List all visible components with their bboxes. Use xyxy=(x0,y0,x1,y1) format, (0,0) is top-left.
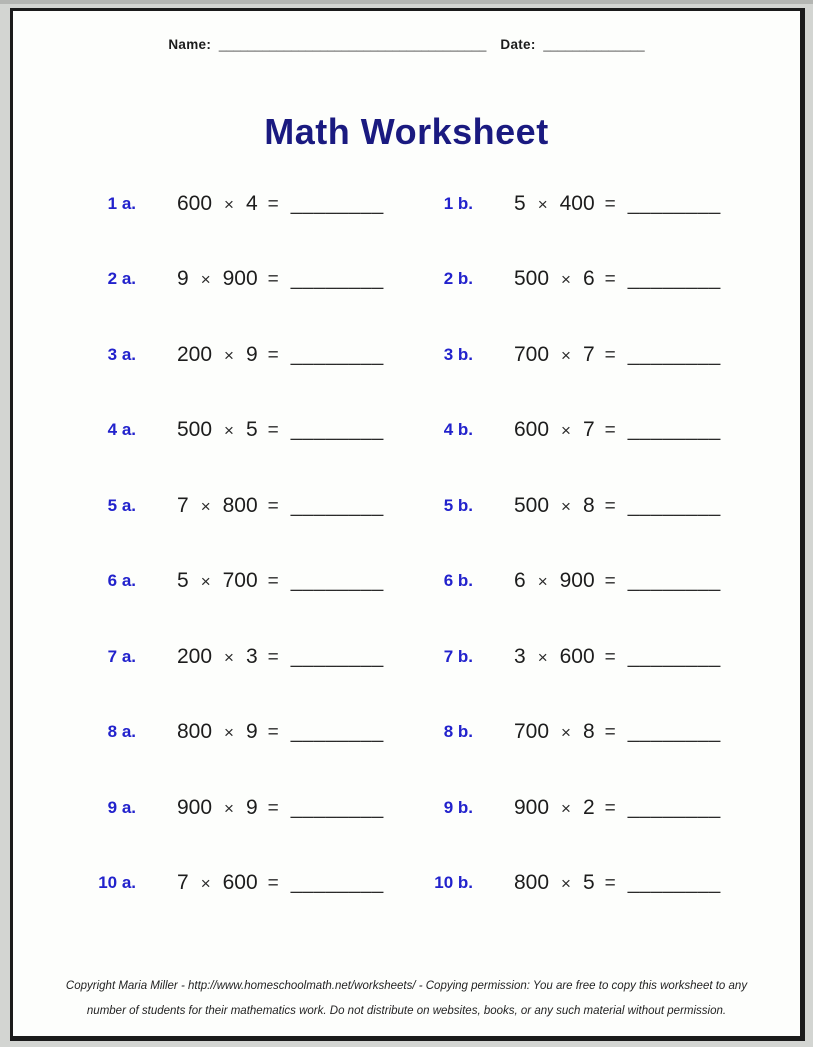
answer-blank-line: ________ xyxy=(290,268,384,291)
factor-2: 8 xyxy=(582,493,595,517)
equals-sign: = xyxy=(604,722,616,744)
equals-sign: = xyxy=(267,646,279,668)
multiply-sign: × xyxy=(224,723,234,743)
multiply-sign: × xyxy=(561,270,571,290)
problem-number-label: 7 a. xyxy=(107,646,136,666)
problem-expression xyxy=(514,418,721,442)
factor-2: 9 xyxy=(245,795,258,819)
problem-expression xyxy=(514,192,721,216)
factor-2: 7 xyxy=(582,342,595,366)
equals-sign: = xyxy=(604,344,616,366)
factor-2: 900 xyxy=(222,267,258,291)
answer-blank-line: ________ xyxy=(627,343,721,366)
factor-2: 600 xyxy=(559,644,595,668)
factor-2: 4 xyxy=(245,191,258,215)
equals-sign: = xyxy=(604,646,616,668)
factor-1: 7 xyxy=(177,493,189,517)
copyright-line-1: Copyright Maria Miller - http://www.homeschoolmath.net/worksheets/ - Copying permission: You are free to copy this worksheet to any xyxy=(65,980,748,992)
problem-expression xyxy=(177,871,384,895)
multiply-sign: × xyxy=(537,572,548,592)
answer-blank-line: ________ xyxy=(290,192,384,215)
problem-number-label: 8 a. xyxy=(107,722,136,742)
date-blank-line: ______________ xyxy=(543,37,645,52)
equals-sign: = xyxy=(267,797,279,819)
answer-blank-line: ________ xyxy=(627,872,721,895)
factor-2: 3 xyxy=(245,644,258,668)
answer-blank-line: ________ xyxy=(290,419,384,442)
problem-number-label: 9 a. xyxy=(107,797,136,817)
problem-number-label: 7 b. xyxy=(443,646,473,666)
answer-blank-line: ________ xyxy=(290,796,384,819)
date-field-group xyxy=(500,37,644,52)
factor-2: 8 xyxy=(582,720,595,744)
factor-1: 200 xyxy=(177,342,213,366)
answer-blank-line: ________ xyxy=(627,570,721,593)
problem-expression xyxy=(514,720,721,744)
name-blank-line: _____________________________________ xyxy=(218,37,487,52)
problem-row xyxy=(68,494,405,518)
factor-1: 800 xyxy=(514,871,550,895)
factor-2: 900 xyxy=(559,569,595,593)
equals-sign: = xyxy=(604,193,616,215)
multiply-sign: × xyxy=(561,723,571,743)
equals-sign: = xyxy=(267,571,279,593)
problem-row xyxy=(68,343,405,367)
answer-blank-line: ________ xyxy=(627,721,721,744)
problem-number-label: 1 a. xyxy=(107,193,136,213)
answer-blank-line: ________ xyxy=(627,192,721,215)
problem-number-label: 4 a. xyxy=(107,420,136,440)
factor-1: 5 xyxy=(177,569,189,593)
multiply-sign: × xyxy=(224,194,234,214)
problem-expression xyxy=(177,192,384,216)
problem-row xyxy=(405,569,800,593)
problem-expression xyxy=(177,267,384,291)
answer-blank-line: ________ xyxy=(627,419,721,442)
factor-1: 900 xyxy=(177,795,213,819)
multiply-sign: × xyxy=(224,345,234,365)
problem-row xyxy=(68,192,405,216)
problem-row xyxy=(405,494,800,518)
problem-row xyxy=(405,871,800,895)
problem-number-label: 2 b. xyxy=(443,269,473,289)
equals-sign: = xyxy=(267,193,279,215)
page-title: Math Worksheet xyxy=(264,111,549,152)
multiply-sign: × xyxy=(561,798,571,818)
multiply-sign: × xyxy=(200,496,211,516)
problem-expression xyxy=(514,645,721,669)
problem-row xyxy=(68,796,405,820)
problem-expression xyxy=(514,796,721,820)
problem-row xyxy=(405,418,800,442)
factor-2: 5 xyxy=(582,871,595,895)
problem-number-label: 10 b. xyxy=(434,873,473,893)
problem-number-label: 3 b. xyxy=(443,344,473,364)
equals-sign: = xyxy=(604,269,616,291)
problem-row xyxy=(68,418,405,442)
factor-1: 5 xyxy=(514,191,526,215)
answer-blank-line: ________ xyxy=(627,268,721,291)
multiply-sign: × xyxy=(224,647,234,667)
factor-2: 9 xyxy=(245,342,258,366)
factor-1: 200 xyxy=(177,644,213,668)
factor-1: 500 xyxy=(514,493,550,517)
equals-sign: = xyxy=(604,420,616,442)
problem-number-label: 5 b. xyxy=(443,495,473,515)
factor-2: 5 xyxy=(245,418,258,442)
factor-1: 600 xyxy=(177,191,213,215)
factor-1: 7 xyxy=(177,871,189,895)
factor-2: 2 xyxy=(582,795,595,819)
problem-expression xyxy=(514,267,721,291)
factor-1: 500 xyxy=(177,418,213,442)
problem-number-label: 4 b. xyxy=(443,420,473,440)
factor-2: 400 xyxy=(559,191,595,215)
equals-sign: = xyxy=(267,722,279,744)
problem-row xyxy=(68,569,405,593)
problem-expression xyxy=(177,720,384,744)
factor-1: 700 xyxy=(514,720,550,744)
equals-sign: = xyxy=(267,344,279,366)
factor-1: 800 xyxy=(177,720,213,744)
problem-number-label: 2 a. xyxy=(107,269,136,289)
problem-row xyxy=(405,192,800,216)
problem-number-label: 6 b. xyxy=(443,571,473,591)
multiply-sign: × xyxy=(200,572,211,592)
problem-number-label: 9 b. xyxy=(443,797,473,817)
factor-1: 700 xyxy=(514,342,550,366)
problem-expression xyxy=(177,343,384,367)
problem-expression xyxy=(177,569,384,593)
multiply-sign: × xyxy=(224,421,234,441)
name-date-header xyxy=(13,37,800,52)
problem-number-label: 1 b. xyxy=(443,193,473,213)
factor-1: 6 xyxy=(514,569,526,593)
factor-1: 500 xyxy=(514,267,550,291)
multiply-sign: × xyxy=(224,798,234,818)
factor-2: 9 xyxy=(245,720,258,744)
problem-row xyxy=(68,871,405,895)
factor-2: 6 xyxy=(582,267,595,291)
problem-number-label: 10 a. xyxy=(98,873,136,893)
factor-1: 9 xyxy=(177,267,189,291)
date-label: Date: xyxy=(500,37,536,52)
equals-sign: = xyxy=(267,873,279,895)
problem-row xyxy=(405,720,800,744)
problem-number-label: 8 b. xyxy=(443,722,473,742)
equals-sign: = xyxy=(604,495,616,517)
answer-blank-line: ________ xyxy=(290,872,384,895)
answer-blank-line: ________ xyxy=(627,494,721,517)
problem-expression xyxy=(177,645,384,669)
multiply-sign: × xyxy=(561,345,571,365)
problem-row xyxy=(405,267,800,291)
problem-expression xyxy=(177,494,384,518)
equals-sign: = xyxy=(267,420,279,442)
problem-expression xyxy=(514,871,721,895)
factor-1: 3 xyxy=(514,644,526,668)
problem-row xyxy=(68,645,405,669)
multiply-sign: × xyxy=(537,647,548,667)
worksheet-page xyxy=(10,8,805,1041)
factor-2: 600 xyxy=(222,871,258,895)
problem-expression xyxy=(514,569,721,593)
problem-number-label: 3 a. xyxy=(107,344,136,364)
factor-2: 700 xyxy=(222,569,258,593)
problem-expression xyxy=(177,418,384,442)
answer-blank-line: ________ xyxy=(627,796,721,819)
multiply-sign: × xyxy=(200,874,211,894)
name-field-group xyxy=(168,37,486,52)
equals-sign: = xyxy=(604,797,616,819)
equals-sign: = xyxy=(604,571,616,593)
problem-row xyxy=(68,720,405,744)
problem-row xyxy=(405,796,800,820)
multiply-sign: × xyxy=(561,496,571,516)
answer-blank-line: ________ xyxy=(290,645,384,668)
factor-1: 900 xyxy=(514,795,550,819)
multiply-sign: × xyxy=(561,874,571,894)
problem-number-label: 6 a. xyxy=(107,571,136,591)
answer-blank-line: ________ xyxy=(290,721,384,744)
answer-blank-line: ________ xyxy=(290,570,384,593)
multiply-sign: × xyxy=(561,421,571,441)
problem-row xyxy=(405,343,800,367)
problem-row xyxy=(405,645,800,669)
factor-1: 600 xyxy=(514,418,550,442)
window-edge-strip xyxy=(0,0,813,4)
answer-blank-line: ________ xyxy=(290,494,384,517)
problem-expression xyxy=(514,494,721,518)
equals-sign: = xyxy=(267,269,279,291)
problem-number-label: 5 a. xyxy=(107,495,136,515)
problems-grid xyxy=(13,166,800,921)
multiply-sign: × xyxy=(200,270,211,290)
problem-expression xyxy=(514,343,721,367)
problem-row xyxy=(68,267,405,291)
equals-sign: = xyxy=(604,873,616,895)
name-label: Name: xyxy=(168,37,212,52)
factor-2: 800 xyxy=(222,493,258,517)
copyright-footer xyxy=(13,974,800,1024)
problem-expression xyxy=(177,796,384,820)
multiply-sign: × xyxy=(537,194,548,214)
factor-2: 7 xyxy=(582,418,595,442)
equals-sign: = xyxy=(267,495,279,517)
copyright-line-2: number of students for their mathematics work. Do not distribute on websites, books, or any such material without permission. xyxy=(86,1005,727,1017)
answer-blank-line: ________ xyxy=(627,645,721,668)
answer-blank-line: ________ xyxy=(290,343,384,366)
